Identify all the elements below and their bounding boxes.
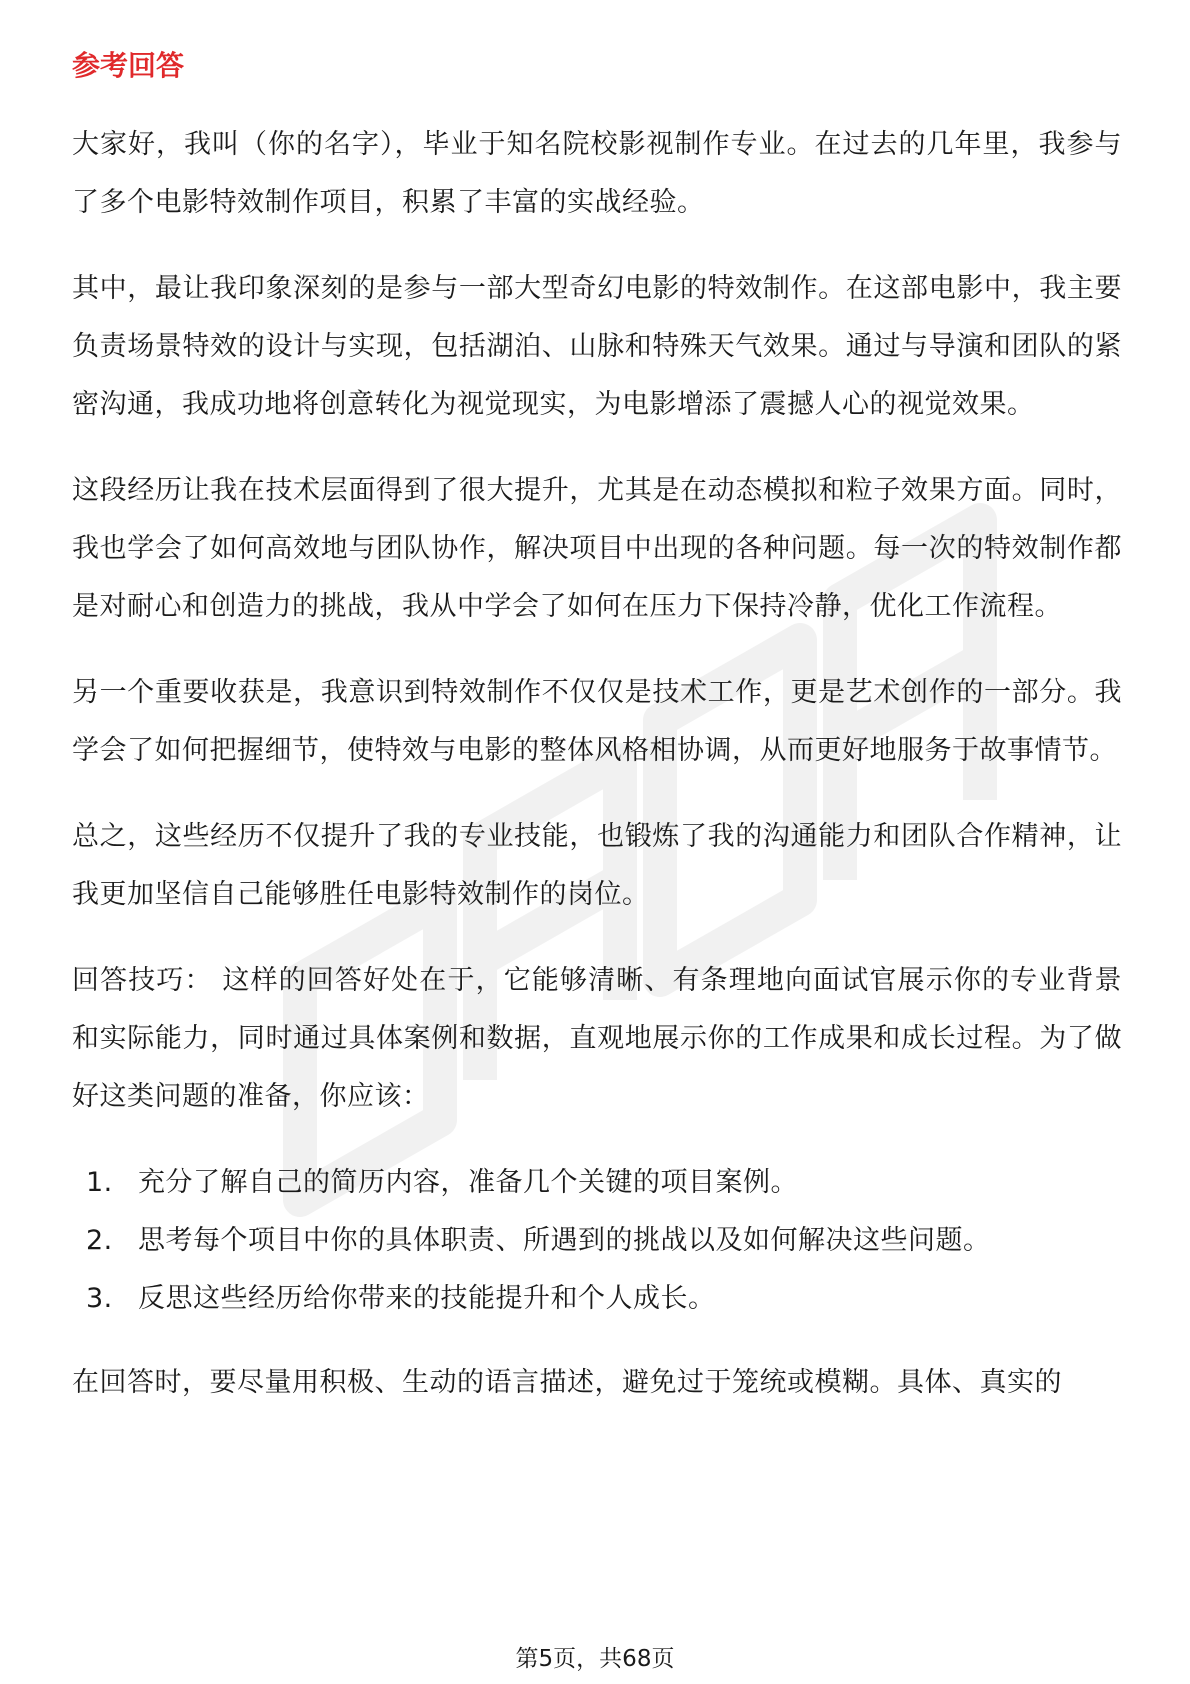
paragraph-intro: 大家好，我叫（你的名字），毕业于知名院校影视制作专业。在过去的几年里，我参与了多个电影特效制作项目，积累了丰富的实战经验。 [72, 129, 1122, 218]
section-title: 参考回答 [72, 49, 185, 82]
list-item-text: 思考每个项目中你的具体职责、所遇到的挑战以及如何解决这些问题。 [138, 1225, 991, 1256]
list-item [72, 1212, 1122, 1270]
document-content [72, 46, 1122, 1440]
list-item-number: 2. [86, 1225, 113, 1256]
paragraph-summary: 总之，这些经历不仅提升了我的专业技能，也锻炼了我的沟通能力和团队合作精神，让我更加坚信自己能够胜任电影特效制作的岗位。 [72, 821, 1122, 910]
list-item-text: 充分了解自己的简历内容，准备几个关键的项目案例。 [138, 1167, 798, 1198]
paragraph-tips: 回答技巧： 这样的回答好处在于，它能够清晰、有条理地向面试官展示你的专业背景和实际能力，同时通过具体案例和数据，直观地展示你的工作成果和成长过程。为了做好这类问题的准备，你应该： [72, 965, 1122, 1112]
list-item [72, 1154, 1122, 1212]
tips-list [72, 1154, 1122, 1328]
list-item-number: 1. [86, 1167, 113, 1198]
paragraph-growth: 这段经历让我在技术层面得到了很大提升，尤其是在动态模拟和粒子效果方面。同时，我也学会了如何高效地与团队协作，解决项目中出现的各种问题。每一次的特效制作都是对耐心和创造力的挑战，我从中学会了如何在压力下保持冷静，优化工作流程。 [72, 475, 1122, 622]
list-item-number: 3. [86, 1283, 113, 1314]
page-number-footer: 第5页，共68页 [515, 1646, 675, 1672]
list-item [72, 1270, 1122, 1328]
paragraph-project: 其中，最让我印象深刻的是参与一部大型奇幻电影的特效制作。在这部电影中，我主要负责场景特效的设计与实现，包括湖泊、山脉和特殊天气效果。通过与导演和团队的紧密沟通，我成功地将创意转化为视觉现实，为电影增添了震撼人心的视觉效果。 [72, 273, 1122, 420]
paragraph-closing: 在回答时，要尽量用积极、生动的语言描述，避免过于笼统或模糊。具体、真实的 [72, 1367, 1062, 1398]
paragraph-art: 另一个重要收获是，我意识到特效制作不仅仅是技术工作，更是艺术创作的一部分。我学会了如何把握细节，使特效与电影的整体风格相协调，从而更好地服务于故事情节。 [72, 677, 1122, 766]
list-item-text: 反思这些经历给你带来的技能提升和个人成长。 [138, 1283, 716, 1314]
